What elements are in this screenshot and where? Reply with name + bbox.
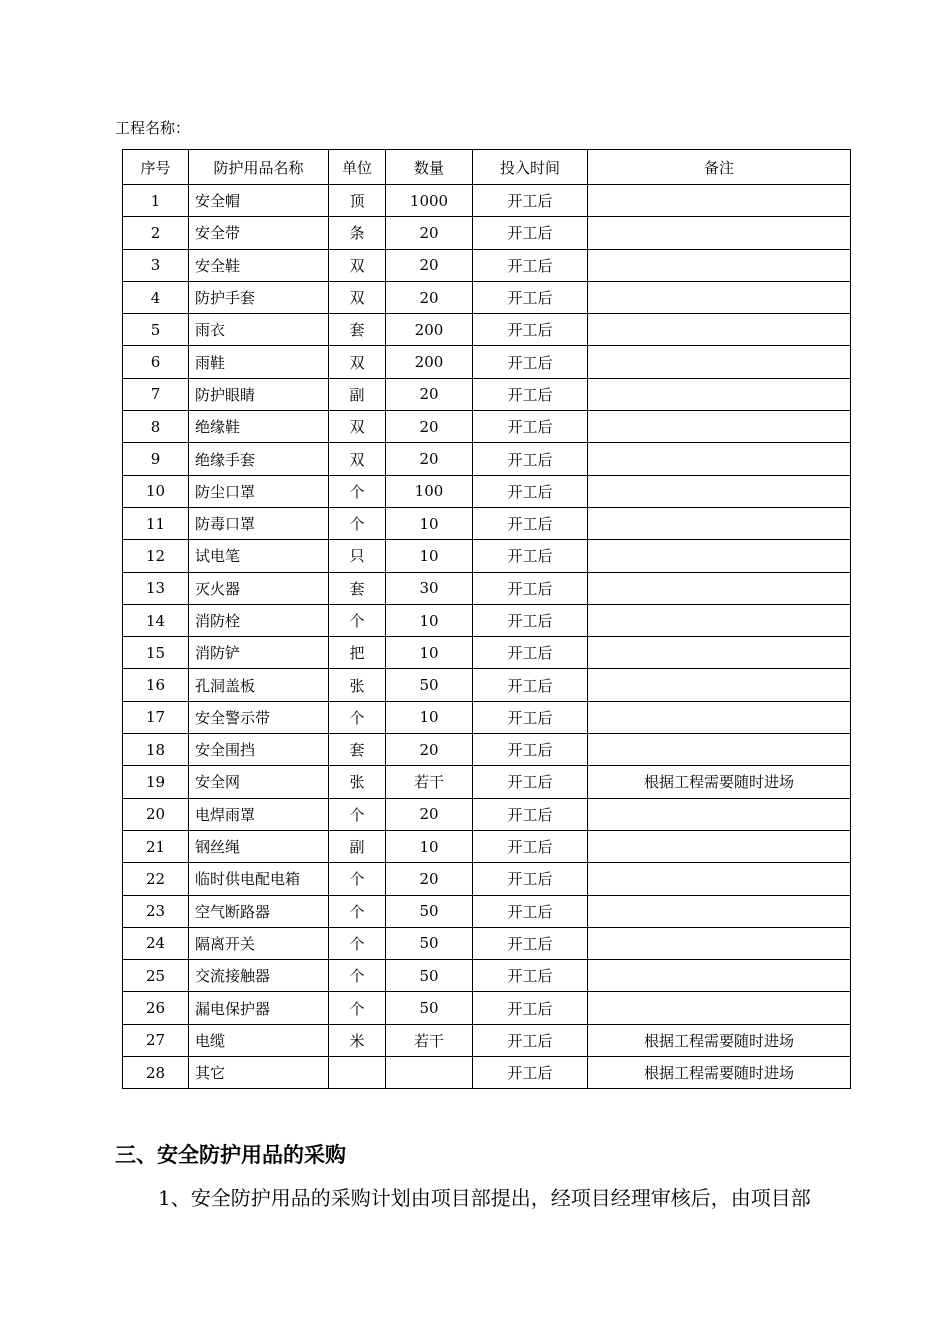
unit-cell: 双	[329, 346, 386, 378]
row-number-cell: 8	[123, 411, 189, 443]
start-time-cell: 开工后	[473, 960, 588, 992]
row-number-cell: 18	[123, 734, 189, 766]
unit-cell: 个	[329, 863, 386, 895]
item-name-cell: 灭火器	[189, 572, 329, 604]
quantity-cell: 50	[386, 992, 473, 1024]
start-time-cell: 开工后	[473, 249, 588, 281]
quantity-cell: 20	[386, 798, 473, 830]
unit-cell: 个	[329, 927, 386, 959]
item-name-cell: 绝缘手套	[189, 443, 329, 475]
start-time-cell: 开工后	[473, 443, 588, 475]
unit-cell: 个	[329, 701, 386, 733]
start-time-cell: 开工后	[473, 604, 588, 636]
start-time-cell: 开工后	[473, 798, 588, 830]
remarks-cell	[588, 830, 851, 862]
remarks-cell	[588, 604, 851, 636]
table-row	[123, 540, 851, 572]
table-row	[123, 507, 851, 539]
table-row	[123, 895, 851, 927]
start-time-cell: 开工后	[473, 701, 588, 733]
table-body	[123, 185, 851, 1089]
item-name-cell: 防护眼睛	[189, 378, 329, 410]
start-time-cell: 开工后	[473, 540, 588, 572]
unit-cell: 个	[329, 960, 386, 992]
quantity-cell: 10	[386, 701, 473, 733]
quantity-cell: 20	[386, 411, 473, 443]
table-row	[123, 701, 851, 733]
quantity-cell: 200	[386, 346, 473, 378]
start-time-cell: 开工后	[473, 895, 588, 927]
quantity-cell: 10	[386, 830, 473, 862]
item-name-cell: 安全警示带	[189, 701, 329, 733]
quantity-cell: 10	[386, 604, 473, 636]
start-time-cell: 开工后	[473, 766, 588, 798]
remarks-cell: 根据工程需要随时进场	[588, 1024, 851, 1056]
table-row	[123, 766, 851, 798]
item-name-cell: 隔离开关	[189, 927, 329, 959]
item-name-cell: 安全带	[189, 217, 329, 249]
table-row	[123, 927, 851, 959]
unit-cell: 套	[329, 314, 386, 346]
item-name-cell: 临时供电配电箱	[189, 863, 329, 895]
unit-cell: 个	[329, 895, 386, 927]
start-time-cell: 开工后	[473, 1024, 588, 1056]
unit-cell: 双	[329, 249, 386, 281]
quantity-cell: 20	[386, 249, 473, 281]
section-heading: 三、安全防护用品的采购	[115, 1143, 346, 1167]
item-name-cell: 防尘口罩	[189, 475, 329, 507]
quantity-cell: 20	[386, 378, 473, 410]
remarks-cell	[588, 281, 851, 313]
quantity-cell: 若干	[386, 1024, 473, 1056]
item-name-cell: 孔洞盖板	[189, 669, 329, 701]
quantity-cell: 100	[386, 475, 473, 507]
remarks-cell	[588, 378, 851, 410]
start-time-cell: 开工后	[473, 185, 588, 217]
row-number-cell: 5	[123, 314, 189, 346]
item-name-cell: 雨鞋	[189, 346, 329, 378]
row-number-cell: 1	[123, 185, 189, 217]
unit-cell: 个	[329, 798, 386, 830]
table-row	[123, 604, 851, 636]
item-name-cell: 电焊雨罩	[189, 798, 329, 830]
row-number-cell: 27	[123, 1024, 189, 1056]
unit-cell: 张	[329, 766, 386, 798]
quantity-cell: 20	[386, 217, 473, 249]
remarks-cell	[588, 249, 851, 281]
start-time-cell: 开工后	[473, 1057, 588, 1089]
item-name-cell: 消防栓	[189, 604, 329, 636]
protective-equipment-table	[122, 149, 851, 1089]
unit-cell: 个	[329, 475, 386, 507]
unit-cell: 双	[329, 411, 386, 443]
quantity-cell: 30	[386, 572, 473, 604]
quantity-cell: 50	[386, 927, 473, 959]
quantity-cell: 200	[386, 314, 473, 346]
row-number-cell: 2	[123, 217, 189, 249]
item-name-cell: 钢丝绳	[189, 830, 329, 862]
row-number-cell: 17	[123, 701, 189, 733]
table-row	[123, 863, 851, 895]
row-number-cell: 14	[123, 604, 189, 636]
table-row	[123, 411, 851, 443]
remarks-cell	[588, 217, 851, 249]
remarks-cell	[588, 346, 851, 378]
row-number-cell: 23	[123, 895, 189, 927]
start-time-cell: 开工后	[473, 669, 588, 701]
row-number-cell: 26	[123, 992, 189, 1024]
unit-cell: 条	[329, 217, 386, 249]
quantity-cell: 20	[386, 734, 473, 766]
item-name-cell: 空气断路器	[189, 895, 329, 927]
table-row	[123, 185, 851, 217]
unit-cell	[329, 1057, 386, 1089]
row-number-cell: 24	[123, 927, 189, 959]
table-row	[123, 217, 851, 249]
remarks-cell	[588, 669, 851, 701]
unit-cell: 只	[329, 540, 386, 572]
unit-cell: 双	[329, 281, 386, 313]
unit-cell: 副	[329, 830, 386, 862]
table-row	[123, 637, 851, 669]
header-cell: 数量	[386, 150, 473, 185]
row-number-cell: 10	[123, 475, 189, 507]
remarks-cell	[588, 960, 851, 992]
unit-cell: 个	[329, 992, 386, 1024]
start-time-cell: 开工后	[473, 411, 588, 443]
remarks-cell	[588, 701, 851, 733]
header-cell: 单位	[329, 150, 386, 185]
table-row	[123, 1057, 851, 1089]
quantity-cell: 20	[386, 281, 473, 313]
quantity-cell: 1000	[386, 185, 473, 217]
row-number-cell: 25	[123, 960, 189, 992]
project-name-label: 工程名称：	[115, 119, 191, 137]
item-name-cell: 安全鞋	[189, 249, 329, 281]
item-name-cell: 安全网	[189, 766, 329, 798]
header-cell: 防护用品名称	[189, 150, 329, 185]
quantity-cell: 50	[386, 895, 473, 927]
row-number-cell: 6	[123, 346, 189, 378]
start-time-cell: 开工后	[473, 281, 588, 313]
remarks-cell	[588, 507, 851, 539]
unit-cell: 米	[329, 1024, 386, 1056]
item-name-cell: 安全围挡	[189, 734, 329, 766]
remarks-cell	[588, 443, 851, 475]
remarks-cell	[588, 992, 851, 1024]
table-row	[123, 992, 851, 1024]
start-time-cell: 开工后	[473, 637, 588, 669]
unit-cell: 个	[329, 507, 386, 539]
start-time-cell: 开工后	[473, 992, 588, 1024]
start-time-cell: 开工后	[473, 572, 588, 604]
header-cell: 投入时间	[473, 150, 588, 185]
item-name-cell: 防护手套	[189, 281, 329, 313]
remarks-cell	[588, 540, 851, 572]
item-name-cell: 其它	[189, 1057, 329, 1089]
row-number-cell: 9	[123, 443, 189, 475]
remarks-cell	[588, 572, 851, 604]
row-number-cell: 22	[123, 863, 189, 895]
table-header-row	[123, 150, 851, 185]
table-row	[123, 798, 851, 830]
table-row	[123, 249, 851, 281]
table-row	[123, 734, 851, 766]
remarks-cell	[588, 637, 851, 669]
row-number-cell: 12	[123, 540, 189, 572]
row-number-cell: 16	[123, 669, 189, 701]
table-row	[123, 669, 851, 701]
start-time-cell: 开工后	[473, 314, 588, 346]
unit-cell: 双	[329, 443, 386, 475]
row-number-cell: 15	[123, 637, 189, 669]
item-name-cell: 漏电保护器	[189, 992, 329, 1024]
table-row	[123, 378, 851, 410]
quantity-cell: 10	[386, 637, 473, 669]
start-time-cell: 开工后	[473, 475, 588, 507]
unit-cell: 张	[329, 669, 386, 701]
remarks-cell: 根据工程需要随时进场	[588, 766, 851, 798]
table-row	[123, 281, 851, 313]
remarks-cell	[588, 411, 851, 443]
start-time-cell: 开工后	[473, 927, 588, 959]
start-time-cell: 开工后	[473, 830, 588, 862]
row-number-cell: 7	[123, 378, 189, 410]
row-number-cell: 20	[123, 798, 189, 830]
row-number-cell: 21	[123, 830, 189, 862]
row-number-cell: 19	[123, 766, 189, 798]
item-name-cell: 雨衣	[189, 314, 329, 346]
remarks-cell	[588, 927, 851, 959]
unit-cell: 顶	[329, 185, 386, 217]
quantity-cell: 50	[386, 669, 473, 701]
remarks-cell: 根据工程需要随时进场	[588, 1057, 851, 1089]
unit-cell: 把	[329, 637, 386, 669]
quantity-cell	[386, 1057, 473, 1089]
remarks-cell	[588, 895, 851, 927]
start-time-cell: 开工后	[473, 378, 588, 410]
quantity-cell: 20	[386, 443, 473, 475]
unit-cell: 套	[329, 572, 386, 604]
start-time-cell: 开工后	[473, 734, 588, 766]
table-row	[123, 475, 851, 507]
unit-cell: 个	[329, 604, 386, 636]
remarks-cell	[588, 475, 851, 507]
item-name-cell: 电缆	[189, 1024, 329, 1056]
row-number-cell: 13	[123, 572, 189, 604]
row-number-cell: 28	[123, 1057, 189, 1089]
remarks-cell	[588, 314, 851, 346]
remarks-cell	[588, 863, 851, 895]
table-row	[123, 314, 851, 346]
header-cell: 备注	[588, 150, 851, 185]
row-number-cell: 4	[123, 281, 189, 313]
quantity-cell: 10	[386, 540, 473, 572]
row-number-cell: 11	[123, 507, 189, 539]
quantity-cell: 若干	[386, 766, 473, 798]
quantity-cell: 50	[386, 960, 473, 992]
item-name-cell: 绝缘鞋	[189, 411, 329, 443]
remarks-cell	[588, 798, 851, 830]
remarks-cell	[588, 734, 851, 766]
start-time-cell: 开工后	[473, 863, 588, 895]
table-row	[123, 1024, 851, 1056]
table-row	[123, 443, 851, 475]
table-row	[123, 572, 851, 604]
table-row	[123, 346, 851, 378]
item-name-cell: 试电笔	[189, 540, 329, 572]
start-time-cell: 开工后	[473, 217, 588, 249]
remarks-cell	[588, 185, 851, 217]
item-name-cell: 消防铲	[189, 637, 329, 669]
item-name-cell: 安全帽	[189, 185, 329, 217]
start-time-cell: 开工后	[473, 346, 588, 378]
table-row	[123, 830, 851, 862]
body-paragraph: 1、安全防护用品的采购计划由项目部提出，经项目经理审核后，由项目部	[158, 1186, 811, 1210]
item-name-cell: 防毒口罩	[189, 507, 329, 539]
unit-cell: 套	[329, 734, 386, 766]
unit-cell: 副	[329, 378, 386, 410]
quantity-cell: 20	[386, 863, 473, 895]
header-cell: 序号	[123, 150, 189, 185]
item-name-cell: 交流接触器	[189, 960, 329, 992]
row-number-cell: 3	[123, 249, 189, 281]
start-time-cell: 开工后	[473, 507, 588, 539]
quantity-cell: 10	[386, 507, 473, 539]
table-row	[123, 960, 851, 992]
